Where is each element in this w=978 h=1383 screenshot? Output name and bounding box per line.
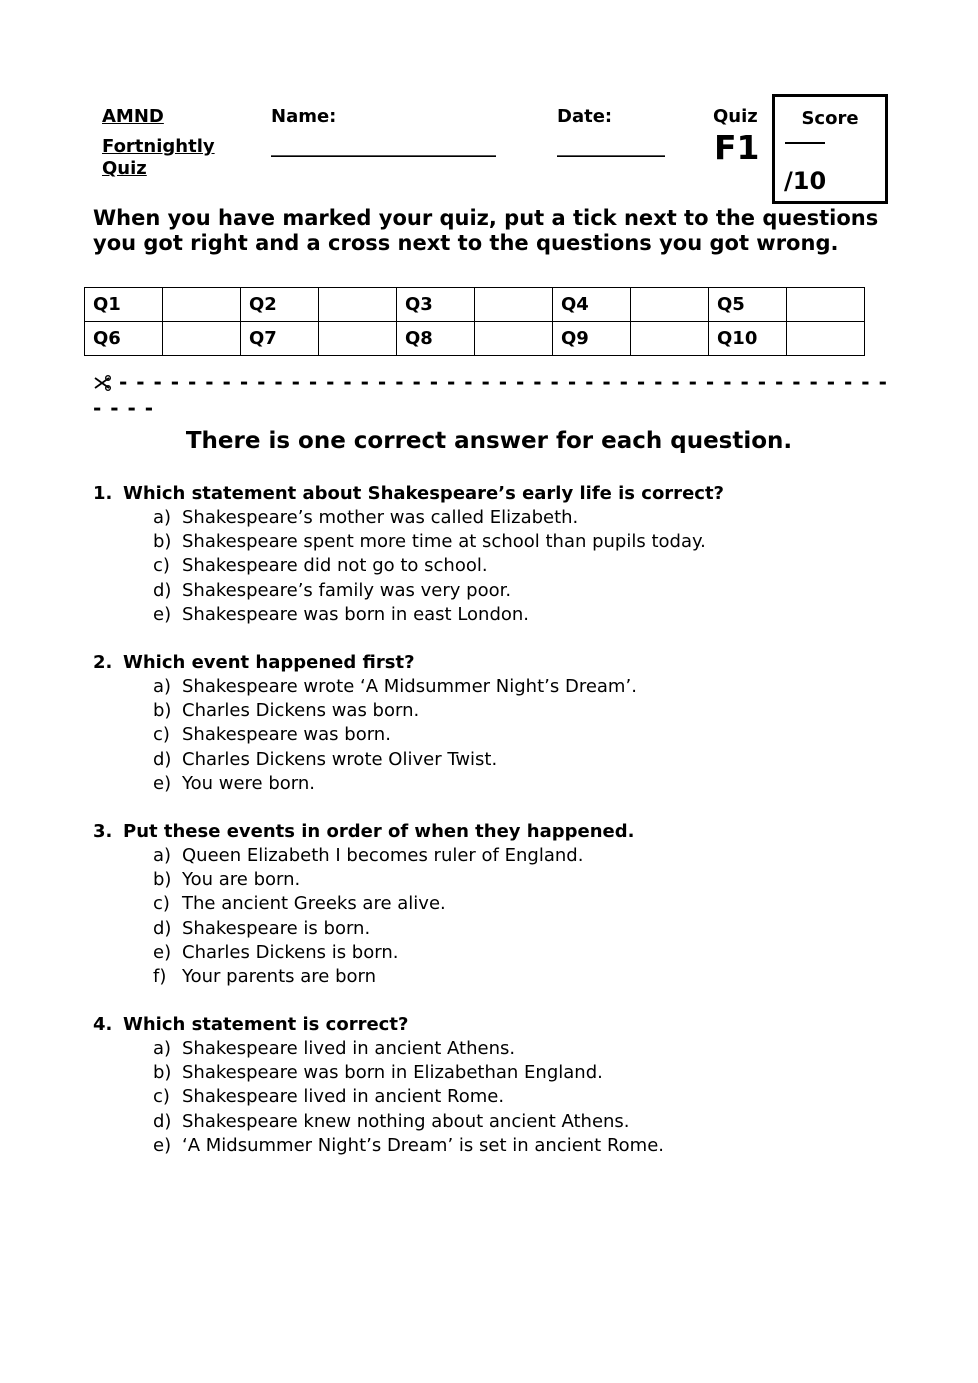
answer-option[interactable] — [93, 1037, 933, 1061]
instruction-text: When you have marked your quiz, put a tick next to the questions you got right and a cross next to the questions you got wrong. — [93, 206, 879, 255]
answer-option[interactable] — [93, 772, 933, 796]
option-text: Charles Dickens wrote Oliver Twist. — [182, 748, 498, 770]
tracker-label: Q5 — [709, 288, 787, 322]
tracker-label: Q7 — [241, 322, 319, 356]
option-letter: a) — [153, 845, 172, 866]
date-field[interactable]: ____________ — [557, 137, 665, 158]
quiz-code: F1 — [714, 128, 760, 167]
answer-option[interactable] — [93, 699, 933, 723]
scissors-icon — [93, 372, 111, 396]
option-text: Shakespeare is born. — [182, 917, 371, 939]
option-text: Shakespeare was born in Elizabethan England. — [182, 1062, 603, 1084]
cut-dashes: - - - - - - - - - - - - - - - - - - - - - - - - - - - - - - - - - - - - - - - - - - - - - - - - - — [93, 370, 888, 420]
option-text: Shakespeare was born. — [182, 724, 391, 746]
table-row — [85, 322, 865, 356]
option-letter: a) — [153, 1038, 172, 1059]
answer-option[interactable] — [93, 965, 933, 989]
option-letter: d) — [153, 579, 172, 601]
option-letter: a) — [153, 507, 172, 528]
option-text: ‘A Midsummer Night’s Dream’ is set in ancient Rome. — [182, 1134, 664, 1156]
tracker-label: Q1 — [85, 288, 163, 322]
tracker-label: Q2 — [241, 288, 319, 322]
answer-option[interactable] — [93, 1110, 933, 1134]
answer-option[interactable] — [93, 917, 933, 941]
tracker-label: Q3 — [397, 288, 475, 322]
score-total: /10 — [784, 167, 827, 195]
question-heading — [93, 651, 933, 675]
question-number: 4. — [93, 1014, 113, 1035]
answer-option[interactable] — [93, 1134, 933, 1158]
tracker-label: Q6 — [85, 322, 163, 356]
option-text: Charles Dickens is born. — [182, 941, 399, 963]
question-2 — [93, 651, 933, 796]
option-letter: c) — [153, 555, 170, 577]
results-tracker-table — [84, 287, 865, 356]
section-subtitle: There is one correct answer for each question. — [185, 428, 793, 454]
option-text: The ancient Greeks are alive. — [182, 893, 446, 915]
option-letter: d) — [153, 1110, 172, 1132]
answer-option[interactable] — [93, 723, 933, 747]
question-1 — [93, 482, 933, 627]
option-text: You were born. — [182, 772, 315, 794]
answer-option[interactable] — [93, 579, 933, 603]
question-heading — [93, 1013, 933, 1037]
option-letter: d) — [153, 917, 172, 939]
quiz-title — [102, 106, 252, 180]
answer-option[interactable] — [93, 675, 933, 699]
tracker-mark-cell[interactable] — [631, 322, 709, 356]
option-letter: d) — [153, 748, 172, 770]
name-field[interactable]: _________________________ — [271, 137, 496, 158]
question-3 — [93, 820, 933, 989]
score-box — [772, 94, 888, 204]
option-letter: e) — [153, 941, 172, 963]
option-letter: c) — [153, 724, 170, 746]
tracker-mark-cell[interactable] — [631, 288, 709, 322]
question-4 — [93, 1013, 933, 1158]
tracker-mark-cell[interactable] — [475, 322, 553, 356]
option-text: Shakespeare wrote ‘A Midsummer Night’s Dream’. — [182, 676, 637, 697]
question-heading — [93, 820, 933, 844]
question-text: Which statement is correct? — [123, 1014, 409, 1035]
table-row — [85, 288, 865, 322]
tracker-mark-cell[interactable] — [163, 322, 241, 356]
answer-option[interactable] — [93, 868, 933, 892]
option-text: Shakespeare’s mother was called Elizabeth. — [182, 507, 579, 528]
answer-option[interactable] — [93, 603, 933, 627]
tracker-mark-cell[interactable] — [319, 322, 397, 356]
option-text: Shakespeare spent more time at school than pupils today. — [182, 531, 706, 553]
option-text: Shakespeare was born in east London. — [182, 603, 530, 625]
answer-option[interactable] — [93, 892, 933, 916]
question-text: Which statement about Shakespeare’s early life is correct? — [123, 483, 724, 504]
date-label: Date: — [557, 106, 613, 127]
option-text: Shakespeare knew nothing about ancient Athens. — [182, 1110, 630, 1132]
option-letter: f) — [153, 965, 167, 987]
option-text: Your parents are born — [182, 965, 377, 987]
tracker-mark-cell[interactable] — [787, 288, 865, 322]
option-letter: e) — [153, 603, 172, 625]
tracker-mark-cell[interactable] — [475, 288, 553, 322]
tracker-mark-cell[interactable] — [787, 322, 865, 356]
question-number: 2. — [93, 652, 113, 673]
tracker-label: Q8 — [397, 322, 475, 356]
tracker-mark-cell[interactable] — [163, 288, 241, 322]
option-letter: a) — [153, 676, 172, 697]
answer-option[interactable] — [93, 530, 933, 554]
option-text: Queen Elizabeth I becomes ruler of England. — [182, 845, 584, 866]
option-text: Charles Dickens was born. — [182, 700, 420, 722]
option-letter: b) — [153, 531, 172, 553]
tracker-label: Q9 — [553, 322, 631, 356]
question-text: Which event happened first? — [123, 652, 415, 673]
score-label: Score — [801, 108, 859, 129]
answer-option[interactable] — [93, 506, 933, 530]
option-letter: b) — [153, 869, 172, 891]
tracker-label: Q10 — [709, 322, 787, 356]
title-line-2: Fortnightly Quiz — [102, 136, 215, 179]
score-blank[interactable] — [785, 142, 825, 144]
question-number: 3. — [93, 821, 113, 842]
option-text: Shakespeare lived in ancient Athens. — [182, 1038, 516, 1059]
name-label: Name: — [271, 106, 337, 127]
answer-option[interactable] — [93, 748, 933, 772]
cut-line — [93, 370, 888, 420]
quiz-label: Quiz — [713, 106, 758, 127]
option-text: Shakespeare’s family was very poor. — [182, 579, 512, 601]
option-text: Shakespeare lived in ancient Rome. — [182, 1086, 505, 1108]
option-text: Shakespeare did not go to school. — [182, 555, 488, 577]
tracker-label: Q4 — [553, 288, 631, 322]
question-number: 1. — [93, 483, 113, 504]
answer-option[interactable] — [93, 941, 933, 965]
option-letter: b) — [153, 1062, 172, 1084]
question-text: Put these events in order of when they happened. — [123, 821, 635, 842]
option-letter: c) — [153, 1086, 170, 1108]
question-heading — [93, 482, 933, 506]
option-letter: c) — [153, 893, 170, 915]
title-line-1: AMND — [102, 106, 164, 127]
answer-option[interactable] — [93, 1061, 933, 1085]
option-letter: e) — [153, 1134, 172, 1156]
option-text: You are born. — [182, 869, 301, 891]
answer-option[interactable] — [93, 1085, 933, 1109]
answer-option[interactable] — [93, 554, 933, 578]
option-letter: b) — [153, 700, 172, 722]
answer-option[interactable] — [93, 844, 933, 868]
tracker-mark-cell[interactable] — [319, 288, 397, 322]
option-letter: e) — [153, 772, 172, 794]
